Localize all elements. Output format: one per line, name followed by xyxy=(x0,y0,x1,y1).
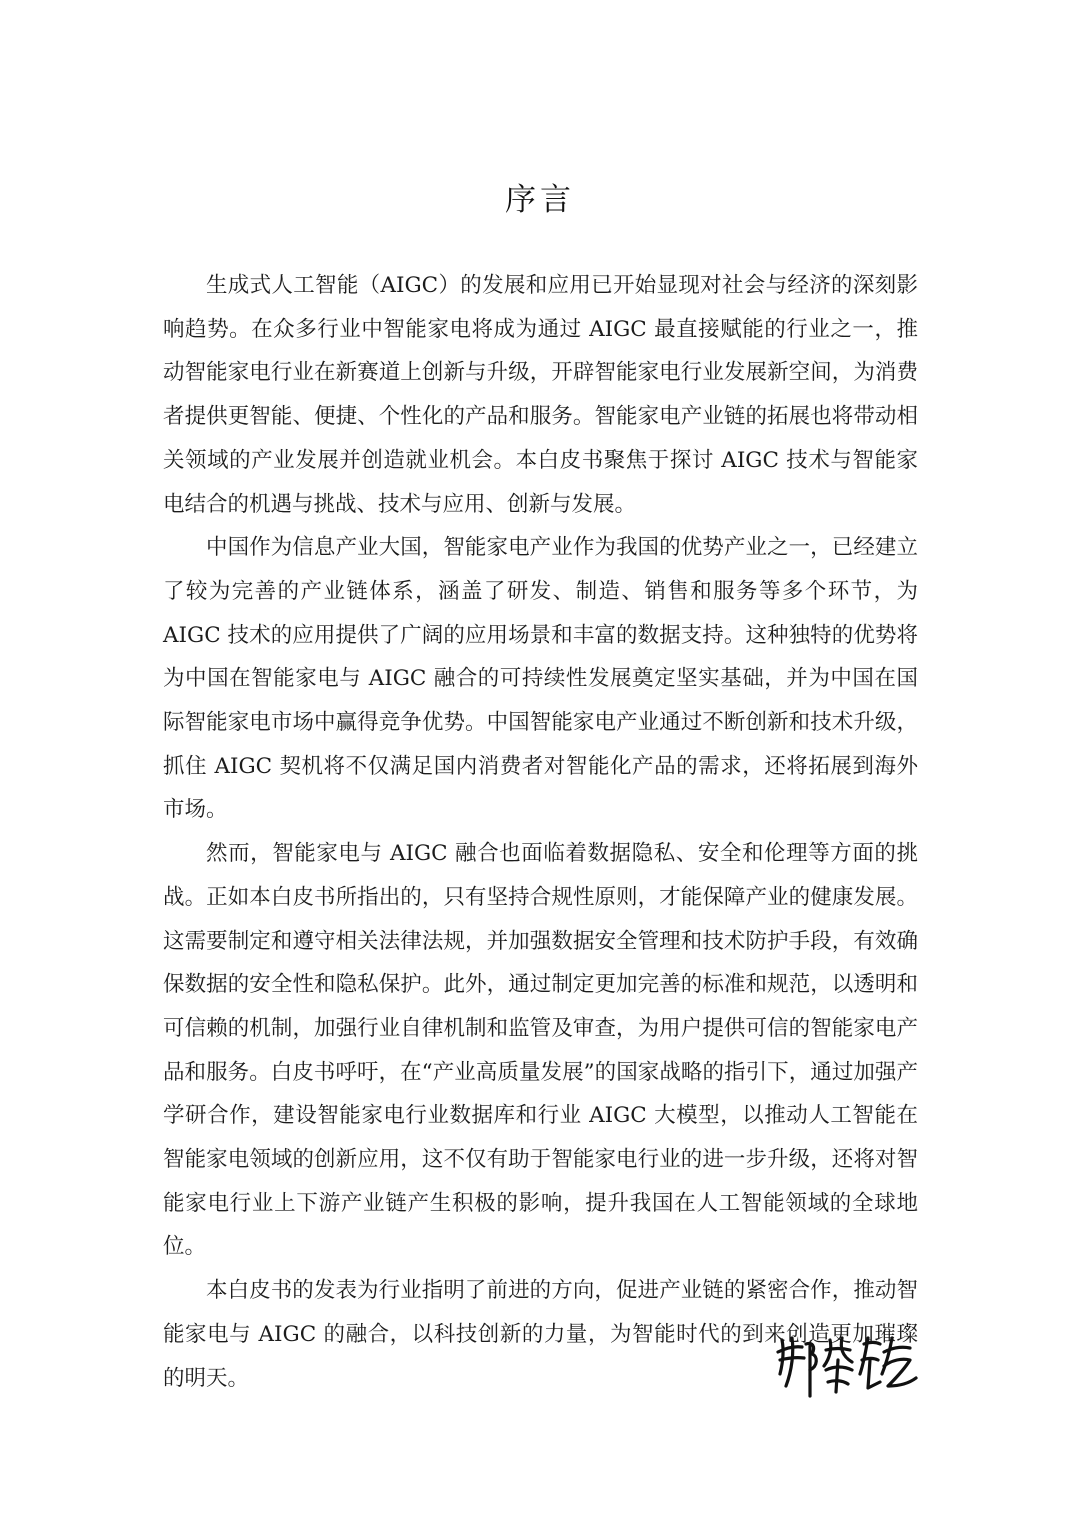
document-body xyxy=(163,264,918,1400)
paragraph-1: 生成式人工智能（AIGC）的发展和应用已开始显现对社会与经济的深刻影响趋势。在众多行业中智能家电将成为通过 AIGC 最直接赋能的行业之一，推动智能家电行业在新赛道上创新与升级，开辟智能家电行业发展新空间，为消费者提供更智能、便捷、个性化的产品和服务。智能家电产业链的拓展也将带动相关领域的产业发展并创造就业机会。本白皮书聚焦于探讨 AIGC 技术与智能家电结合的机遇与挑战、技术与应用、创新与发展。 xyxy=(163,273,918,517)
paragraph-3: 然而，智能家电与 AIGC 融合也面临着数据隐私、安全和伦理等方面的挑战。正如本白皮书所指出的，只有坚持合规性原则，才能保障产业的健康发展。这需要制定和遵守相关法律法规，并加强数据安全管理和技术防护手段，有效确保数据的安全性和隐私保护。此外，通过制定更加完善的标准和规范，以透明和可信赖的机制，加强行业自律机制和监管及审查，为用户提供可信的智能家电产品和服务。白皮书呼吁，在“产业高质量发展”的国家战略的指引下，通过加强产学研合作，建设智能家电行业数据库和行业 AIGC 大模型，以推动人工智能在智能家电领域的创新应用，这不仅有助于智能家电行业的进一步升级，还将对智能家电行业上下游产业链产生积极的影响，提升我国在人工智能领域的全球地位。 xyxy=(163,841,918,1260)
paragraph-2: 中国作为信息产业大国，智能家电产业作为我国的优势产业之一，已经建立了较为完善的产业链体系，涵盖了研发、制造、销售和服务等多个环节，为 AIGC 技术的应用提供了广阔的应用场景和丰富的数据支持。这种独特的优势将为中国在智能家电与 AIGC 融合的可持续性发展奠定坚实基础，并为中国在国际智能家电市场中赢得竞争优势。中国智能家电产业通过不断创新和技术升级，抓住 AIGC 契机将不仅满足国内消费者对智能化产品的需求，还将拓展到海外市场。 xyxy=(163,535,918,823)
handwritten-signature xyxy=(772,1330,920,1402)
paragraph-4: 本白皮书的发表为行业指明了前进的方向，促进产业链的紧密合作，推动智能家电与 AIGC 的融合，以科技创新的力量，为智能时代的到来创造更加璀璨的明天。 xyxy=(163,1278,918,1391)
page-title: 序言 xyxy=(505,182,575,218)
